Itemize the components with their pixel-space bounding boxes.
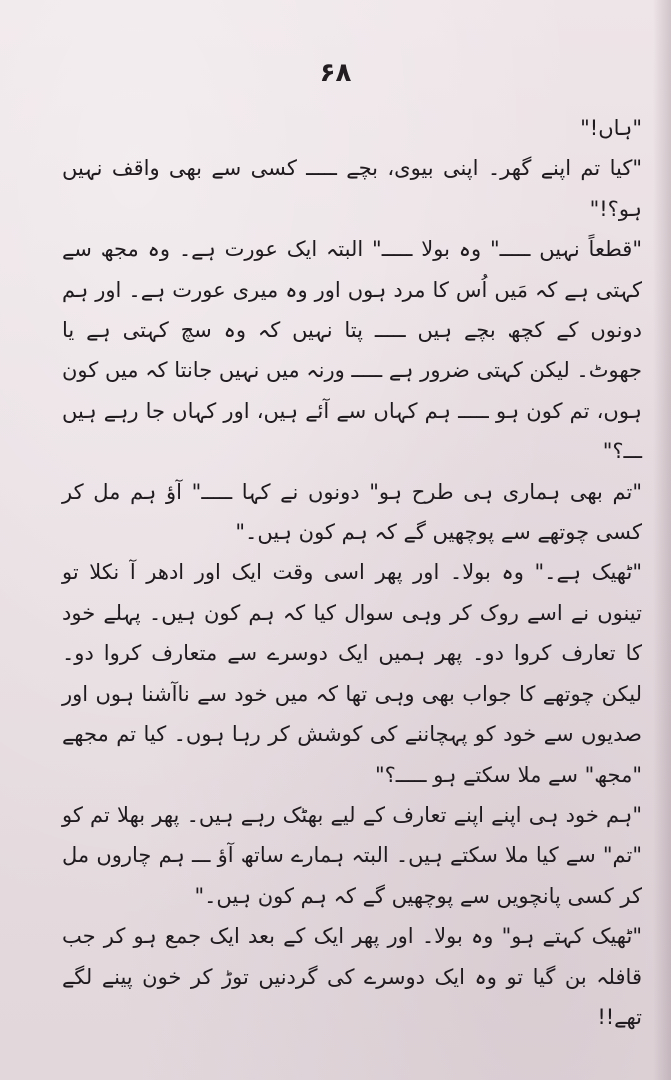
page-text: [62, 108, 642, 1037]
page-edge-shadow: [653, 0, 671, 1080]
paragraph: "کیا تم اپنے گھر۔ اپنی بیوی، بچے ـــــ کسی سے بھی واقف نہیں ہو؟!": [62, 156, 642, 221]
page-number: ۶۸: [319, 58, 352, 88]
paragraph: "ہاں!": [580, 116, 642, 140]
paragraph: "قطعاً نہیں ـــــ" وہ بولا ـــــ" البتہ ایک عورت ہے۔ وہ مجھ سے کہتی ہے کہ مَیں اُس کا مرد ہوں اور وہ میری عورت ہے۔ اور ہم دونوں کے کچھ بچے ہیں ـــــ پتا نہیں کہ وہ سچ کہتی ہے یا جھوٹ۔ لیکن کہتی ضرور ہے ـــــ ورنہ میں نہیں جانتا کہ میں کون ہوں، تم کون ہو ـــــ ہم کہاں سے آئے ہیں، اور کہاں جا رہے ہیں ـــ؟": [62, 237, 642, 464]
paragraph: "ہم خود ہی اپنے اپنے تعارف کے لیے بھٹک رہے ہیں۔ پھر بھلا تم کو "تم" سے کیا ملا سکتے ہیں۔ البتہ ہمارے ساتھ آؤ ـــ ہم چاروں مل کر کسی پانچویں سے پوچھیں گے کہ ہم کون ہیں۔": [62, 802, 642, 908]
paragraph: "تم بھی ہماری ہی طرح ہو" دونوں نے کہا ـــــ" آؤ ہم مل کر کسی چوتھے سے پوچھیں گے کہ ہم کون ہیں۔": [62, 479, 642, 545]
paragraph: "ٹھیک کہتے ہو" وہ بولا۔ اور پھر ایک کے بعد ایک جمع ہو کر جب قافلہ بن گیا تو وہ ایک دوسرے کی گردنیں توڑ کر خون پینے لگے تھے!!: [62, 924, 642, 1029]
paragraph: "ٹھیک ہے۔" وہ بولا۔ اور پھر اسی وقت ایک اور ادھر آ نکلا تو تینوں نے اسے روک کر وہی سوال کیا کہ ہم کون ہیں۔ پہلے خود کا تعارف کروا دو۔ پھر ہمیں ایک دوسرے سے متعارف کروا دو۔ لیکن چوتھے کا جواب بھی وہی تھا کہ میں خود سے ناآشنا ہوں اور صدیوں سے خود کو پہچاننے کی کوشش کر رہا ہوں۔ کیا تم مجھے "مجھ" سے ملا سکتے ہو ـــــ؟": [62, 560, 642, 787]
